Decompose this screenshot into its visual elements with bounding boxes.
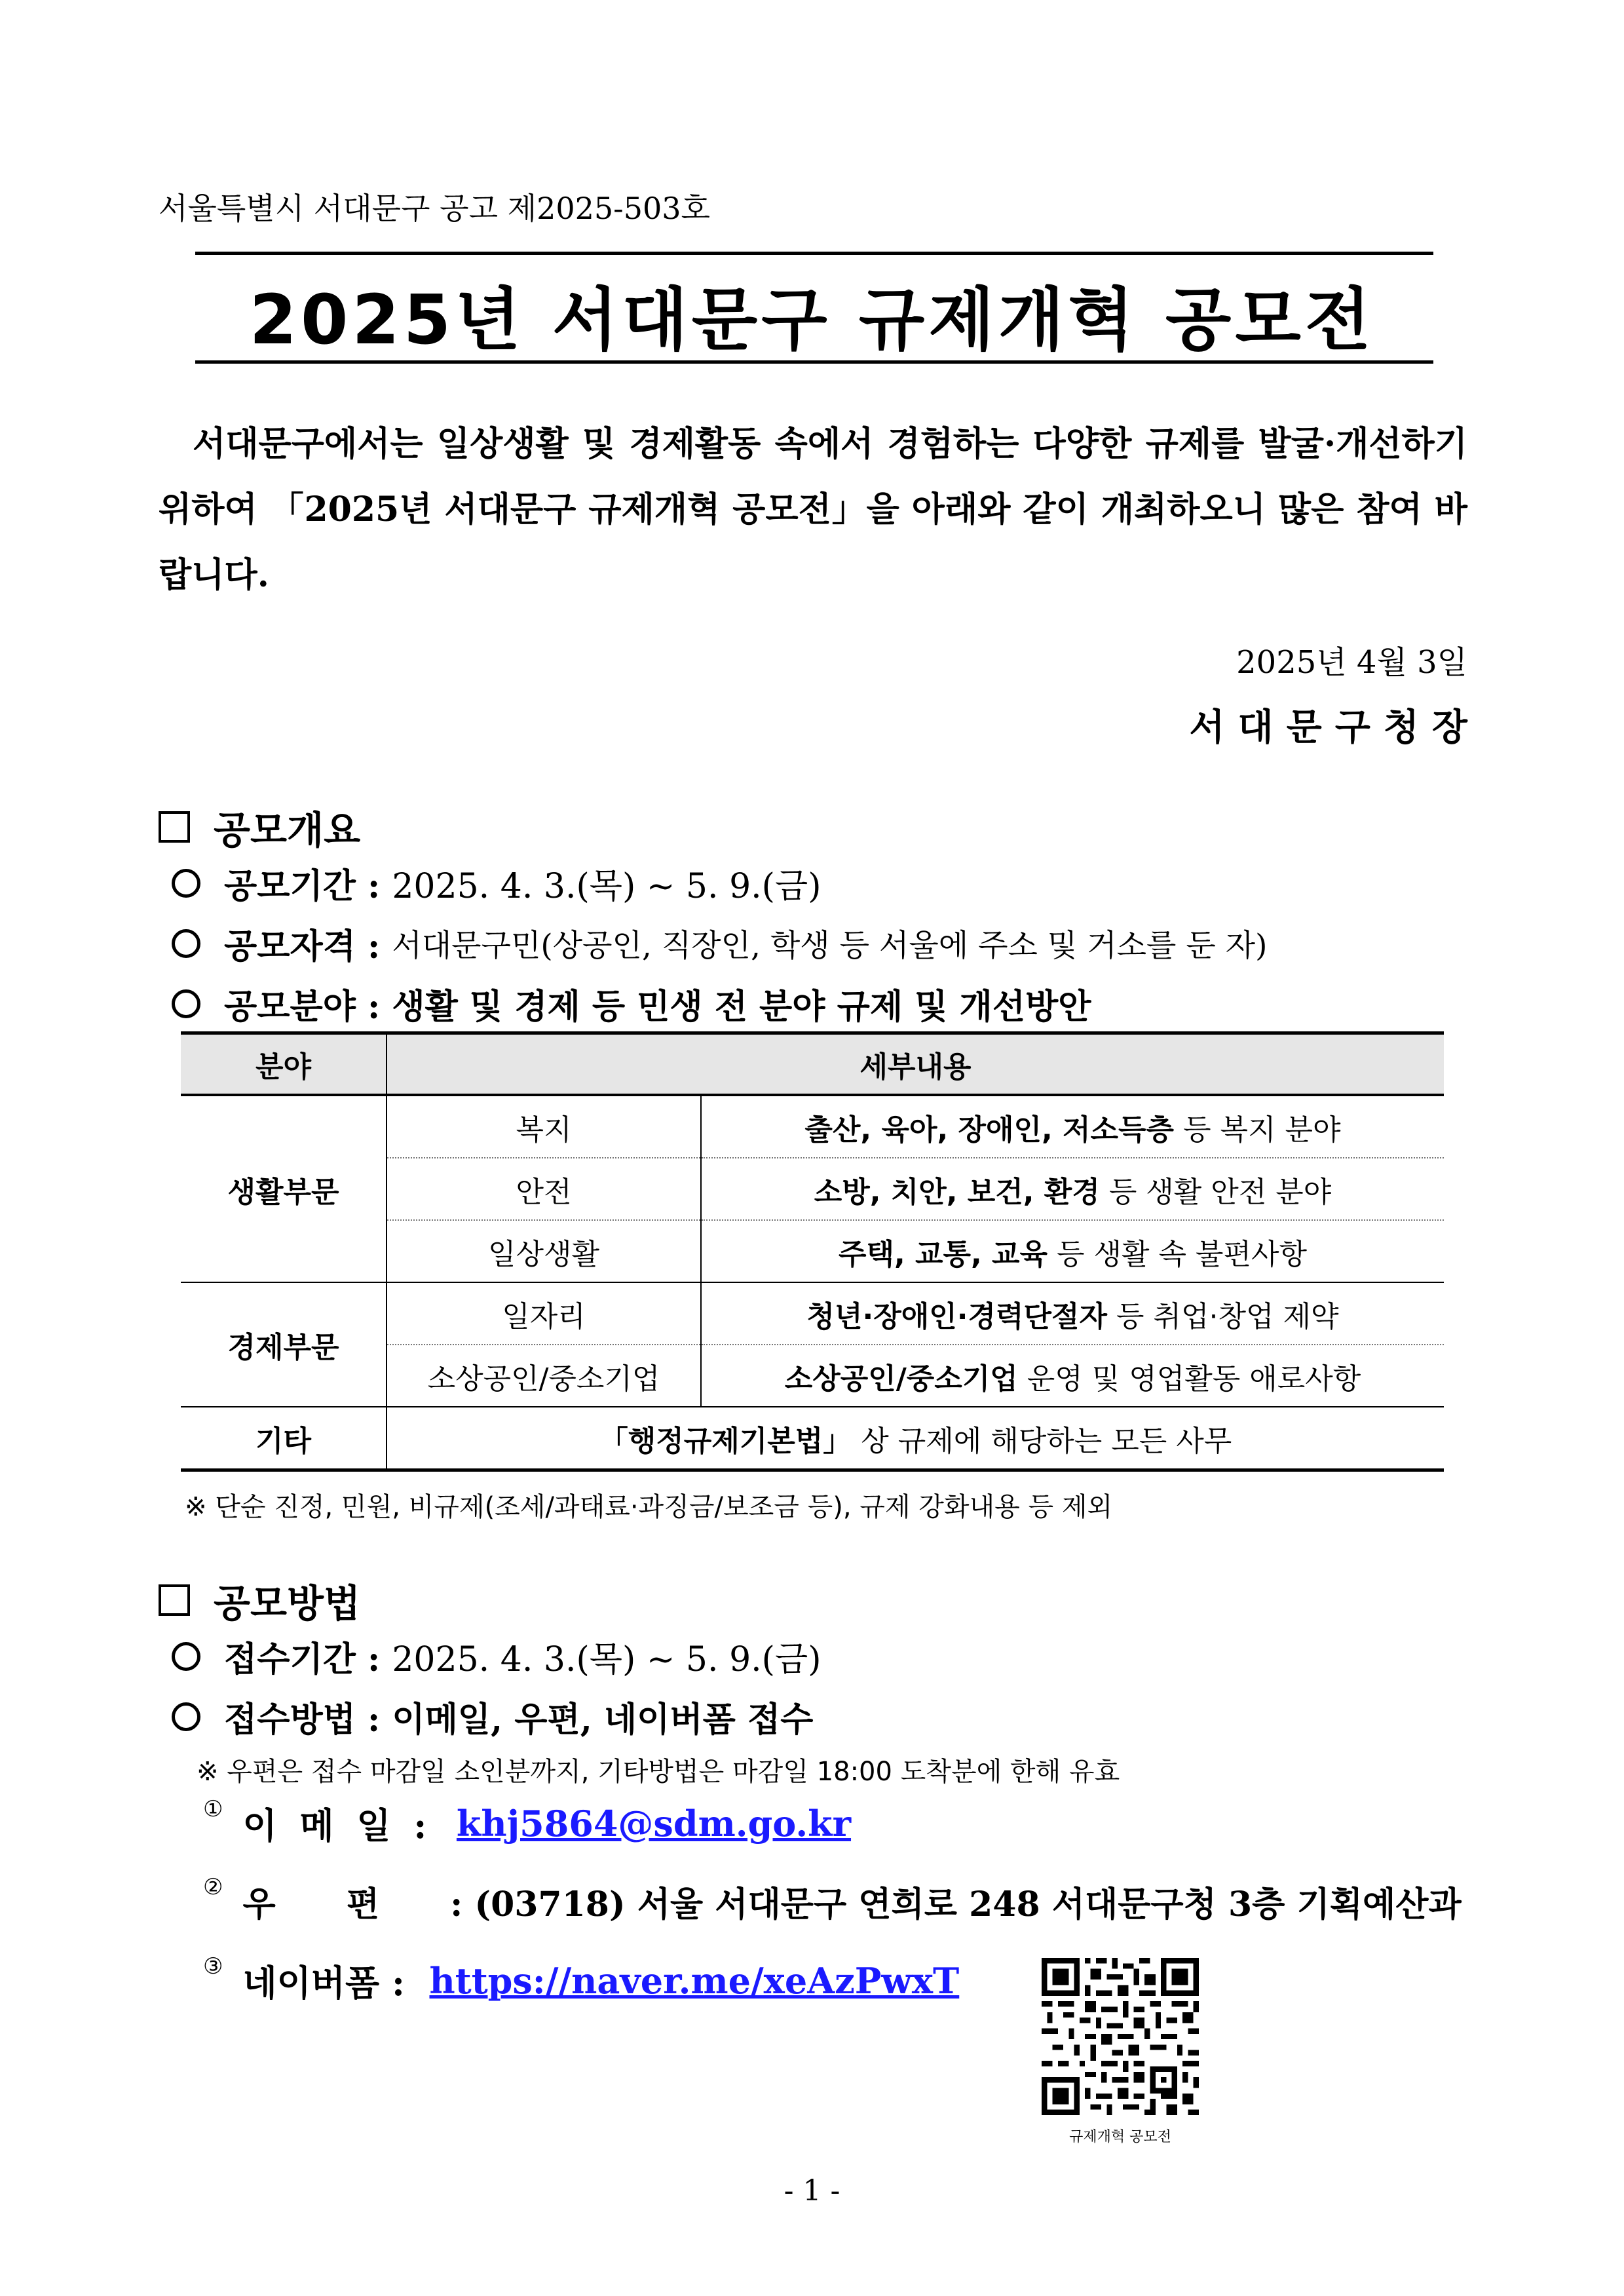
table-note: ※ 단순 진정, 민원, 비규제(조세/과태료·과징금/보조금 등), 규제 강화내용 등 제외	[185, 1492, 1113, 1522]
email-link[interactable]: khj5864@sdm.go.kr	[456, 1802, 852, 1845]
table-row	[181, 1407, 1444, 1470]
item-label: 공모기간 :	[224, 866, 381, 906]
item-label: 접수방법 :	[224, 1700, 381, 1740]
circle-bullet-icon	[172, 989, 200, 1018]
item-value: 2025. 4. 3.(목) ~ 5. 9.(금)	[392, 1640, 821, 1679]
table-group-etc: 기타	[181, 1407, 387, 1470]
item-label: 공모분야 :	[224, 987, 381, 1027]
square-bullet-icon	[159, 1584, 190, 1616]
table-detail: 주택, 교통, 교육 등 생활 속 불편사항	[701, 1220, 1444, 1282]
table-row	[181, 1095, 1444, 1158]
table-detail: 소상공인/중소기업 운영 및 영업활동 애로사항	[701, 1345, 1444, 1407]
item-value: 서대문구민(상공인, 직장인, 학생 등 서울에 주소 및 거소를 둔 자)	[392, 928, 1268, 964]
table-sub-field: 일상생활	[387, 1220, 701, 1282]
item-label: 공모자격 :	[224, 927, 381, 966]
table-sub-field: 일자리	[387, 1282, 701, 1345]
notice-number: 서울특별시 서대문구 공고 제2025-503호	[159, 191, 710, 226]
channel-label: 이 메 일 :	[242, 1805, 432, 1846]
channel-label: 우 편 :	[242, 1885, 463, 1924]
item-value: 생활 및 경제 등 민생 전 분야 규제 및 개선방안	[392, 987, 1091, 1027]
channel-email: ① 이 메 일 : khj5864@sdm.go.kr	[203, 1798, 851, 1848]
table-detail: 소방, 치안, 보건, 환경 등 생활 안전 분야	[701, 1158, 1444, 1220]
table-group-life: 생활부문	[181, 1095, 387, 1282]
table-detail: 출산, 육아, 장애인, 저소득층 등 복지 분야	[701, 1095, 1444, 1158]
table-header-detail: 세부내용	[387, 1033, 1444, 1096]
section-heading-method	[159, 1573, 360, 1628]
title-top-rule	[195, 252, 1433, 255]
method-note: ※ 우편은 접수 마감일 소인분까지, 기타방법은 마감일 18:00 도착분에 한해 유효	[197, 1757, 1120, 1787]
issuer-name: 서대문구청장	[1189, 706, 1481, 749]
item-label: 접수기간 :	[224, 1639, 381, 1679]
item-value: 2025. 4. 3.(목) ~ 5. 9.(금)	[392, 867, 821, 906]
circle-bullet-icon	[172, 929, 200, 958]
table-header-field: 분야	[181, 1033, 387, 1096]
circle-bullet-icon	[172, 1642, 200, 1671]
table-sub-field: 복지	[387, 1095, 701, 1158]
title-bottom-rule	[195, 360, 1433, 364]
page-title: 2025년 서대문구 규제개혁 공모전	[249, 280, 1375, 360]
overview-item-period	[172, 858, 821, 908]
overview-item-field	[172, 979, 1091, 1028]
channel-naverform: ③ 네이버폼 : https://naver.me/xeAzPwxT	[203, 1955, 959, 2006]
channel-post: ② 우 편 : (03718) 서울 서대문구 연희로 248 서대문구청 3층 기획예산과	[203, 1873, 1462, 1924]
table-detail: 「행정규제기본법」 상 규제에 해당하는 모든 사무	[387, 1407, 1444, 1470]
intro-paragraph: 서대문구에서는 일상생활 및 경제활동 속에서 경험하는 다양한 규제를 발굴·개선하기 위하여 「2025년 서대문구 규제개혁 공모전」을 아래와 같이 개최하오니 많은 참여 바랍니다.	[159, 424, 1467, 595]
table-detail: 청년·장애인·경력단절자 등 취업·창업 제약	[701, 1282, 1444, 1345]
method-item-channels	[172, 1692, 813, 1741]
table-sub-field: 소상공인/중소기업	[387, 1345, 701, 1407]
table-sub-field: 안전	[387, 1158, 701, 1220]
circle-bullet-icon	[172, 1702, 200, 1731]
channel-value: (03718) 서울 서대문구 연희로 248 서대문구청 3층 기획예산과	[474, 1885, 1462, 1924]
channel-label: 네이버폼 :	[242, 1962, 405, 2004]
naverform-link[interactable]: https://naver.me/xeAzPwxT	[429, 1959, 960, 2002]
section-title: 공모방법	[214, 1581, 361, 1626]
notice-date: 2025년 4월 3일	[1236, 644, 1467, 681]
square-bullet-icon	[159, 811, 190, 843]
table-row	[181, 1282, 1444, 1345]
qr-code[interactable]	[1042, 1958, 1199, 2115]
item-value: 이메일, 우편, 네이버폼 접수	[392, 1700, 814, 1740]
section-heading-overview	[159, 799, 360, 854]
overview-item-eligibility	[172, 919, 1267, 968]
qr-caption: 규제개혁 공모전	[1069, 2129, 1171, 2145]
table-group-econ: 경제부문	[181, 1282, 387, 1407]
field-table	[181, 1031, 1444, 1472]
circle-bullet-icon	[172, 869, 200, 898]
section-title: 공모개요	[214, 808, 361, 852]
page-number: - 1 -	[784, 2174, 840, 2208]
method-item-period	[172, 1632, 821, 1681]
